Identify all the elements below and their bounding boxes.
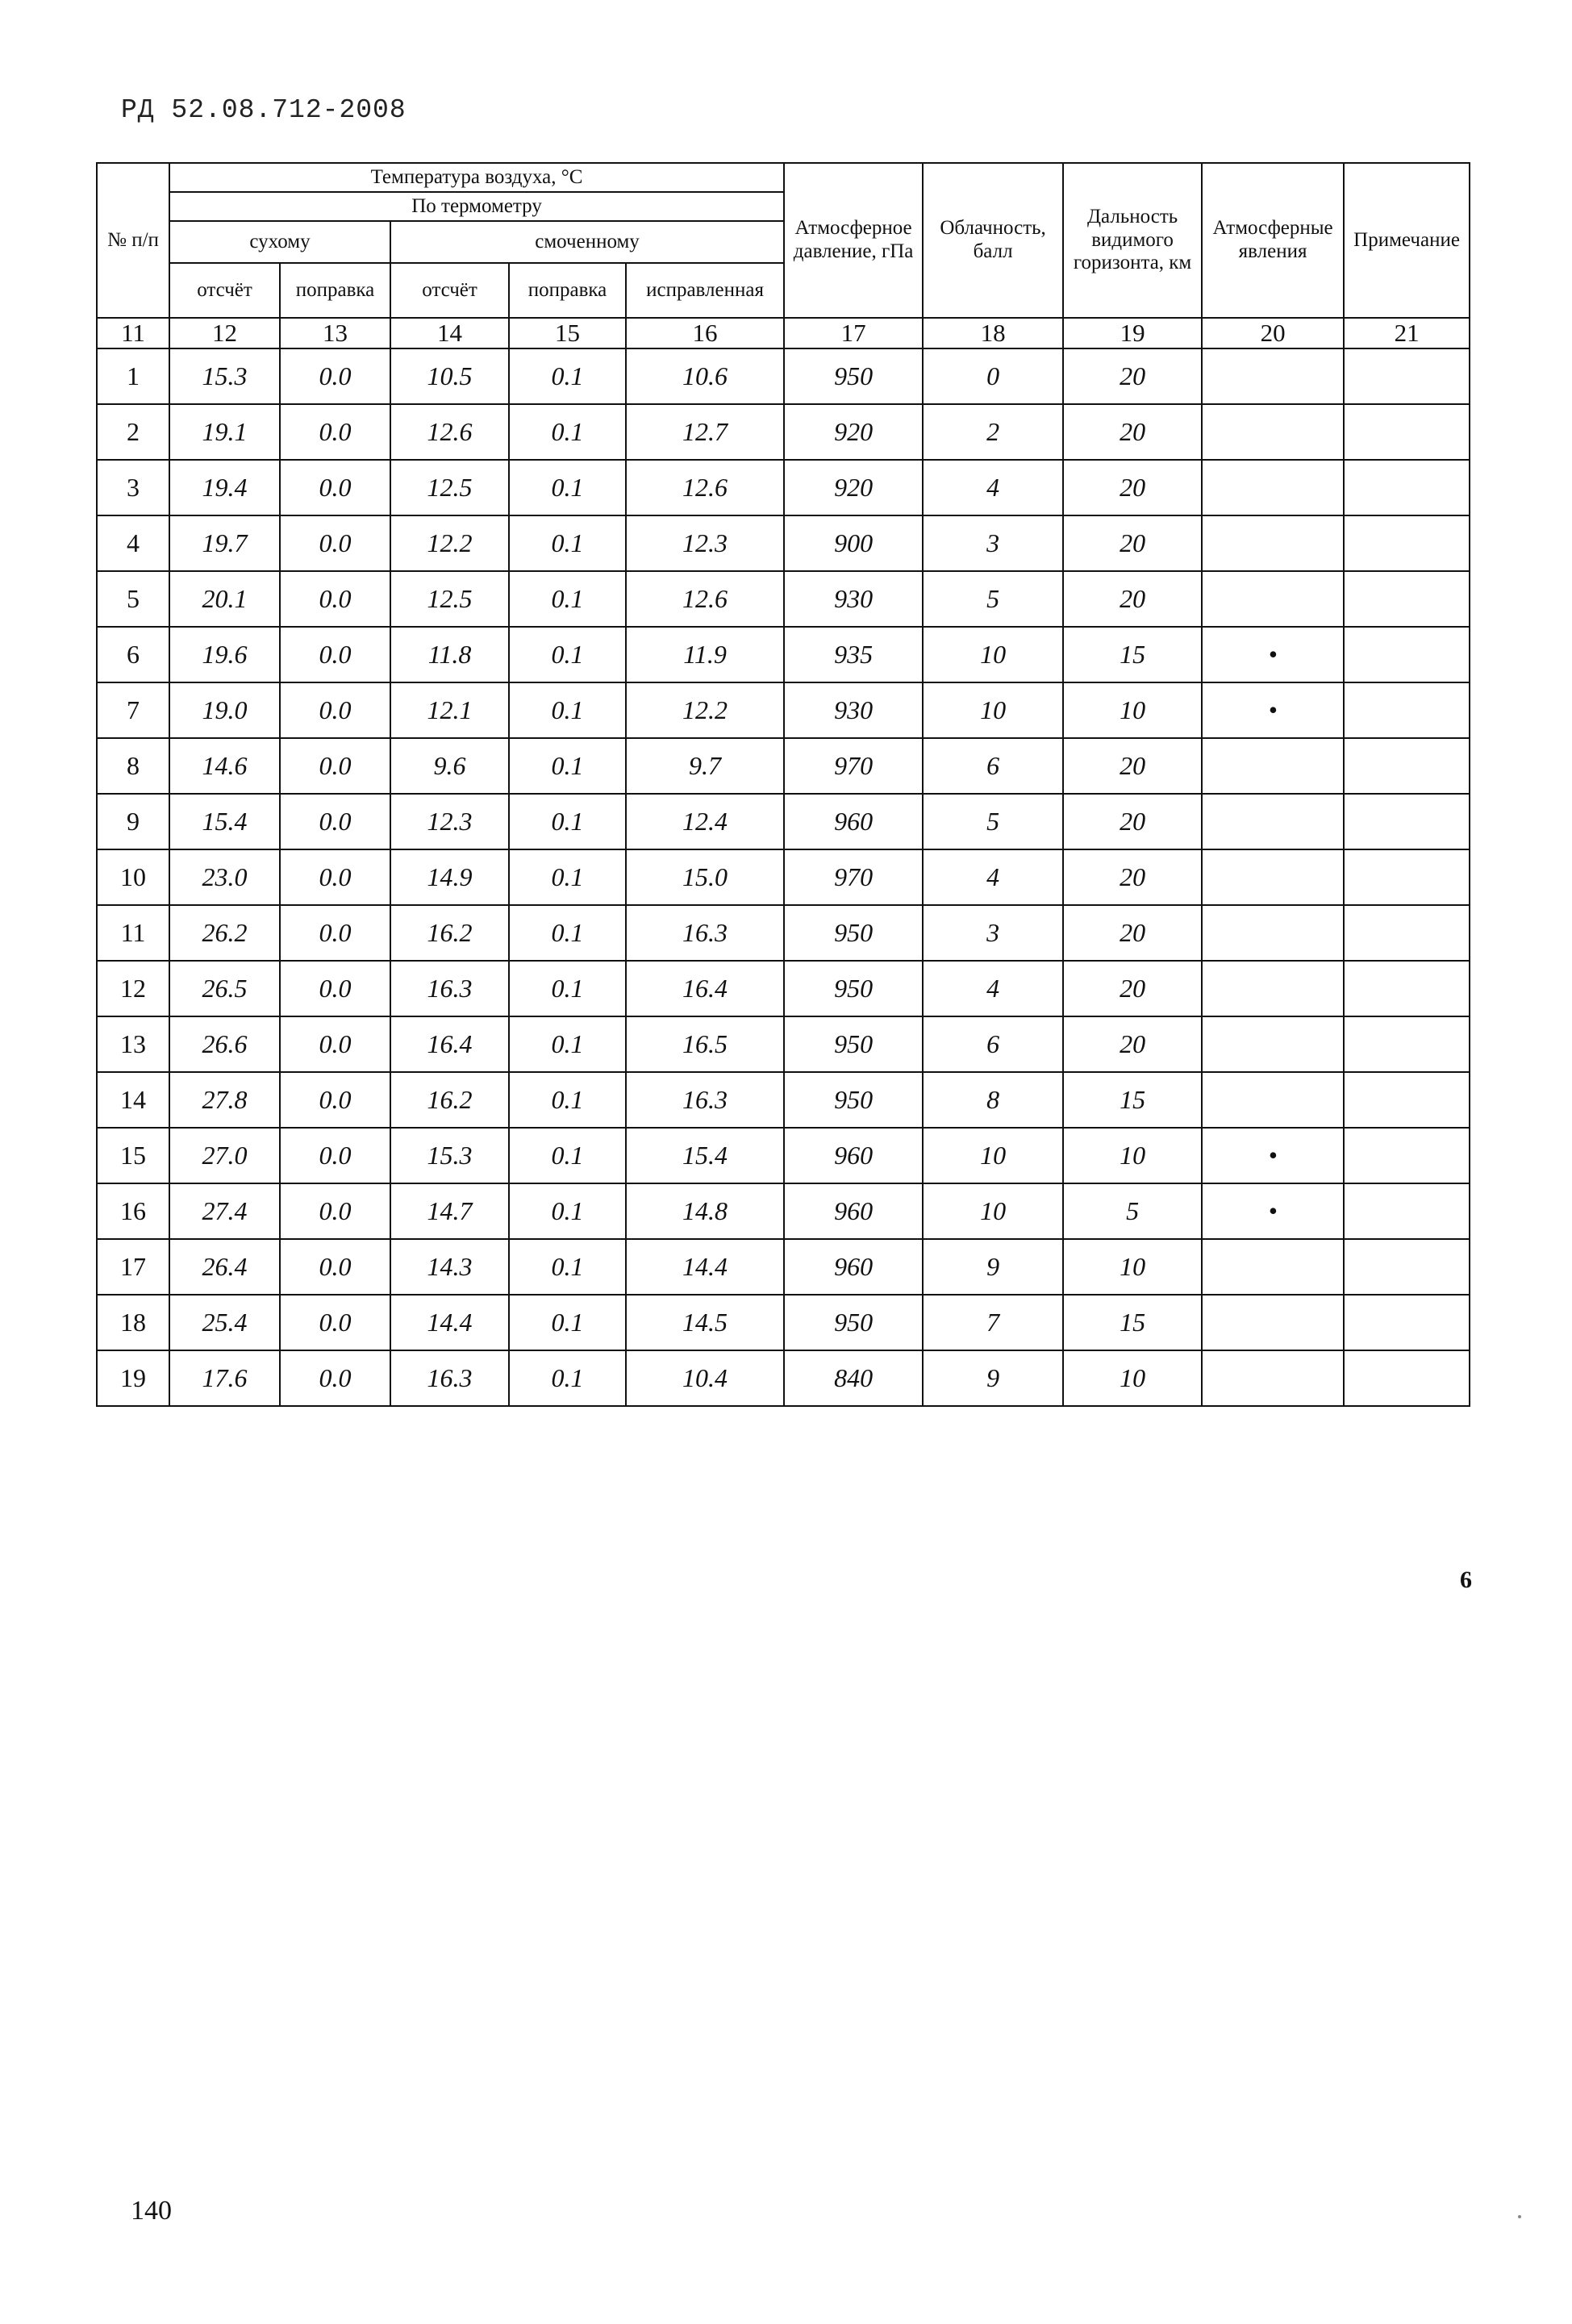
cell-pressure: 950 xyxy=(784,1295,923,1350)
cell-pressure: 960 xyxy=(784,1128,923,1183)
cell-dry-reading: 19.0 xyxy=(169,682,280,738)
cell-wet-corrected: 16.3 xyxy=(626,905,784,961)
cell-phenomena xyxy=(1202,571,1344,627)
cell-row-number: 16 xyxy=(97,1183,169,1239)
header-wet-correction: поправка xyxy=(509,263,626,318)
cell-pressure: 935 xyxy=(784,627,923,682)
cell-wet-reading: 12.5 xyxy=(390,571,509,627)
cell-row-number: 2 xyxy=(97,404,169,460)
cell-wet-reading: 16.3 xyxy=(390,1350,509,1406)
cell-visibility: 5 xyxy=(1063,1183,1202,1239)
cell-phenomena xyxy=(1202,849,1344,905)
cell-wet-correction: 0.1 xyxy=(509,905,626,961)
cell-note xyxy=(1344,961,1470,1016)
column-number: 11 xyxy=(97,318,169,348)
cell-phenomena: • xyxy=(1202,627,1344,682)
side-page-number: 6 xyxy=(1460,1567,1472,1593)
cell-note xyxy=(1344,1128,1470,1183)
cell-visibility: 10 xyxy=(1063,1239,1202,1295)
cell-pressure: 950 xyxy=(784,348,923,404)
table-header xyxy=(97,163,1470,318)
table-row xyxy=(97,1350,1470,1406)
cell-pressure: 920 xyxy=(784,404,923,460)
cell-pressure: 970 xyxy=(784,849,923,905)
cell-wet-reading: 12.1 xyxy=(390,682,509,738)
cell-dry-reading: 27.0 xyxy=(169,1128,280,1183)
cell-wet-correction: 0.1 xyxy=(509,794,626,849)
cell-cloudiness: 8 xyxy=(923,1072,1063,1128)
cell-wet-reading: 14.4 xyxy=(390,1295,509,1350)
cell-wet-reading: 14.3 xyxy=(390,1239,509,1295)
header-by-thermometer: По термометру xyxy=(169,192,784,221)
cell-pressure: 930 xyxy=(784,682,923,738)
cell-visibility: 20 xyxy=(1063,961,1202,1016)
cell-wet-correction: 0.1 xyxy=(509,1295,626,1350)
cell-dry-correction: 0.0 xyxy=(280,460,390,515)
cell-wet-reading: 10.5 xyxy=(390,348,509,404)
cell-wet-reading: 14.9 xyxy=(390,849,509,905)
cell-wet-correction: 0.1 xyxy=(509,1350,626,1406)
cell-dry-correction: 0.0 xyxy=(280,627,390,682)
cell-cloudiness: 0 xyxy=(923,348,1063,404)
cell-row-number: 10 xyxy=(97,849,169,905)
column-number: 15 xyxy=(509,318,626,348)
cell-dry-reading: 27.8 xyxy=(169,1072,280,1128)
cell-pressure: 960 xyxy=(784,1183,923,1239)
cell-phenomena xyxy=(1202,961,1344,1016)
cell-wet-correction: 0.1 xyxy=(509,1016,626,1072)
cell-dry-reading: 19.4 xyxy=(169,460,280,515)
cell-pressure: 900 xyxy=(784,515,923,571)
cell-row-number: 12 xyxy=(97,961,169,1016)
cell-visibility: 10 xyxy=(1063,1128,1202,1183)
table-row xyxy=(97,905,1470,961)
cell-wet-corrected: 16.4 xyxy=(626,961,784,1016)
cell-phenomena xyxy=(1202,1072,1344,1128)
cell-wet-correction: 0.1 xyxy=(509,1128,626,1183)
cell-pressure: 960 xyxy=(784,794,923,849)
cell-row-number: 17 xyxy=(97,1239,169,1295)
cell-note xyxy=(1344,1072,1470,1128)
cell-wet-reading: 12.2 xyxy=(390,515,509,571)
cell-row-number: 7 xyxy=(97,682,169,738)
cell-pressure: 950 xyxy=(784,1072,923,1128)
cell-visibility: 15 xyxy=(1063,1295,1202,1350)
cell-wet-reading: 16.4 xyxy=(390,1016,509,1072)
page-number: 140 xyxy=(131,2196,172,2226)
cell-wet-corrected: 12.7 xyxy=(626,404,784,460)
cell-dry-reading: 14.6 xyxy=(169,738,280,794)
cell-visibility: 20 xyxy=(1063,794,1202,849)
document-code: РД 52.08.712-2008 xyxy=(121,95,407,125)
cell-row-number: 11 xyxy=(97,905,169,961)
cell-wet-corrected: 14.4 xyxy=(626,1239,784,1295)
cell-dry-correction: 0.0 xyxy=(280,1072,390,1128)
cell-note xyxy=(1344,1350,1470,1406)
cell-row-number: 14 xyxy=(97,1072,169,1128)
cell-wet-corrected: 12.6 xyxy=(626,460,784,515)
cell-dry-correction: 0.0 xyxy=(280,961,390,1016)
table-row xyxy=(97,460,1470,515)
column-number: 13 xyxy=(280,318,390,348)
cell-note xyxy=(1344,1183,1470,1239)
cell-phenomena xyxy=(1202,1295,1344,1350)
cell-cloudiness: 4 xyxy=(923,460,1063,515)
cell-dry-correction: 0.0 xyxy=(280,738,390,794)
cell-phenomena xyxy=(1202,348,1344,404)
column-number: 21 xyxy=(1344,318,1470,348)
cell-phenomena xyxy=(1202,1239,1344,1295)
cell-dry-correction: 0.0 xyxy=(280,1350,390,1406)
column-number: 12 xyxy=(169,318,280,348)
cell-dry-correction: 0.0 xyxy=(280,1128,390,1183)
header-wet-reading: отсчёт xyxy=(390,263,509,318)
cell-dry-correction: 0.0 xyxy=(280,571,390,627)
cell-wet-reading: 16.2 xyxy=(390,905,509,961)
cell-wet-correction: 0.1 xyxy=(509,571,626,627)
cell-note xyxy=(1344,794,1470,849)
cell-pressure: 930 xyxy=(784,571,923,627)
cell-cloudiness: 3 xyxy=(923,905,1063,961)
header-note: Примечание xyxy=(1344,163,1470,318)
cell-visibility: 15 xyxy=(1063,627,1202,682)
header-air-temperature: Температура воздуха, °С xyxy=(169,163,784,192)
cell-wet-correction: 0.1 xyxy=(509,348,626,404)
cell-dry-correction: 0.0 xyxy=(280,404,390,460)
cell-wet-reading: 9.6 xyxy=(390,738,509,794)
cell-note xyxy=(1344,905,1470,961)
cell-phenomena: • xyxy=(1202,1183,1344,1239)
cell-pressure: 920 xyxy=(784,460,923,515)
cell-cloudiness: 6 xyxy=(923,738,1063,794)
cell-wet-correction: 0.1 xyxy=(509,849,626,905)
cell-pressure: 950 xyxy=(784,961,923,1016)
observations-table xyxy=(96,162,1470,1407)
cell-row-number: 6 xyxy=(97,627,169,682)
cell-visibility: 15 xyxy=(1063,1072,1202,1128)
cell-pressure: 950 xyxy=(784,1016,923,1072)
cell-wet-correction: 0.1 xyxy=(509,404,626,460)
table-row xyxy=(97,571,1470,627)
cell-cloudiness: 7 xyxy=(923,1295,1063,1350)
cell-wet-corrected: 14.5 xyxy=(626,1295,784,1350)
scan-speck xyxy=(1518,2215,1521,2218)
cell-wet-reading: 16.3 xyxy=(390,961,509,1016)
header-cloudiness: Облачность, балл xyxy=(923,163,1063,318)
cell-wet-reading: 12.6 xyxy=(390,404,509,460)
cell-phenomena xyxy=(1202,905,1344,961)
table-row xyxy=(97,404,1470,460)
cell-wet-corrected: 9.7 xyxy=(626,738,784,794)
header-pressure: Атмосферное давление, гПа xyxy=(784,163,923,318)
cell-cloudiness: 10 xyxy=(923,627,1063,682)
column-number: 18 xyxy=(923,318,1063,348)
cell-cloudiness: 10 xyxy=(923,682,1063,738)
cell-wet-reading: 14.7 xyxy=(390,1183,509,1239)
cell-cloudiness: 9 xyxy=(923,1350,1063,1406)
cell-dry-reading: 26.4 xyxy=(169,1239,280,1295)
cell-dry-correction: 0.0 xyxy=(280,794,390,849)
cell-phenomena: • xyxy=(1202,682,1344,738)
cell-cloudiness: 10 xyxy=(923,1128,1063,1183)
cell-cloudiness: 3 xyxy=(923,515,1063,571)
cell-pressure: 970 xyxy=(784,738,923,794)
cell-cloudiness: 2 xyxy=(923,404,1063,460)
cell-wet-correction: 0.1 xyxy=(509,627,626,682)
cell-note xyxy=(1344,515,1470,571)
cell-row-number: 5 xyxy=(97,571,169,627)
column-number: 16 xyxy=(626,318,784,348)
cell-dry-reading: 26.5 xyxy=(169,961,280,1016)
cell-note xyxy=(1344,738,1470,794)
table-row xyxy=(97,1072,1470,1128)
table-row xyxy=(97,682,1470,738)
cell-wet-corrected: 15.4 xyxy=(626,1128,784,1183)
cell-wet-reading: 12.5 xyxy=(390,460,509,515)
cell-phenomena xyxy=(1202,1350,1344,1406)
header-dry-correction: поправка xyxy=(280,263,390,318)
table-row xyxy=(97,961,1470,1016)
cell-row-number: 3 xyxy=(97,460,169,515)
header-wet: смоченному xyxy=(390,221,784,263)
cell-dry-reading: 25.4 xyxy=(169,1295,280,1350)
cell-dry-correction: 0.0 xyxy=(280,1183,390,1239)
cell-wet-correction: 0.1 xyxy=(509,682,626,738)
cell-note xyxy=(1344,1295,1470,1350)
cell-note xyxy=(1344,1016,1470,1072)
cell-row-number: 15 xyxy=(97,1128,169,1183)
cell-wet-reading: 16.2 xyxy=(390,1072,509,1128)
header-phenomena: Атмосферные явления xyxy=(1202,163,1344,318)
cell-dry-reading: 26.2 xyxy=(169,905,280,961)
cell-row-number: 13 xyxy=(97,1016,169,1072)
cell-wet-corrected: 12.6 xyxy=(626,571,784,627)
cell-dry-correction: 0.0 xyxy=(280,515,390,571)
cell-visibility: 10 xyxy=(1063,682,1202,738)
cell-wet-correction: 0.1 xyxy=(509,738,626,794)
table-row xyxy=(97,1183,1470,1239)
cell-cloudiness: 4 xyxy=(923,849,1063,905)
cell-pressure: 840 xyxy=(784,1350,923,1406)
cell-dry-reading: 27.4 xyxy=(169,1183,280,1239)
cell-phenomena xyxy=(1202,1016,1344,1072)
table-row xyxy=(97,1295,1470,1350)
cell-pressure: 960 xyxy=(784,1239,923,1295)
cell-dry-correction: 0.0 xyxy=(280,348,390,404)
cell-row-number: 8 xyxy=(97,738,169,794)
column-number-row xyxy=(97,318,1470,348)
header-dry: сухому xyxy=(169,221,390,263)
cell-note xyxy=(1344,682,1470,738)
cell-wet-correction: 0.1 xyxy=(509,1239,626,1295)
column-number: 19 xyxy=(1063,318,1202,348)
table-row xyxy=(97,515,1470,571)
cell-note xyxy=(1344,571,1470,627)
cell-pressure: 950 xyxy=(784,905,923,961)
cell-wet-correction: 0.1 xyxy=(509,515,626,571)
cell-row-number: 9 xyxy=(97,794,169,849)
cell-wet-corrected: 14.8 xyxy=(626,1183,784,1239)
table-row xyxy=(97,627,1470,682)
cell-wet-reading: 15.3 xyxy=(390,1128,509,1183)
cell-visibility: 20 xyxy=(1063,738,1202,794)
cell-note xyxy=(1344,627,1470,682)
cell-wet-reading: 11.8 xyxy=(390,627,509,682)
cell-wet-corrected: 15.0 xyxy=(626,849,784,905)
cell-wet-corrected: 16.5 xyxy=(626,1016,784,1072)
table-row xyxy=(97,1239,1470,1295)
cell-phenomena xyxy=(1202,794,1344,849)
cell-dry-correction: 0.0 xyxy=(280,1239,390,1295)
cell-wet-corrected: 12.3 xyxy=(626,515,784,571)
table-row xyxy=(97,849,1470,905)
cell-dry-correction: 0.0 xyxy=(280,682,390,738)
cell-phenomena xyxy=(1202,460,1344,515)
cell-wet-correction: 0.1 xyxy=(509,961,626,1016)
cell-dry-reading: 26.6 xyxy=(169,1016,280,1072)
cell-visibility: 20 xyxy=(1063,905,1202,961)
cell-dry-reading: 15.3 xyxy=(169,348,280,404)
cell-dry-correction: 0.0 xyxy=(280,1295,390,1350)
cell-dry-reading: 19.1 xyxy=(169,404,280,460)
table-row xyxy=(97,1016,1470,1072)
cell-wet-corrected: 12.4 xyxy=(626,794,784,849)
cell-wet-corrected: 16.3 xyxy=(626,1072,784,1128)
cell-wet-correction: 0.1 xyxy=(509,1183,626,1239)
cell-cloudiness: 9 xyxy=(923,1239,1063,1295)
table-row xyxy=(97,348,1470,404)
cell-visibility: 20 xyxy=(1063,515,1202,571)
cell-phenomena xyxy=(1202,404,1344,460)
cell-cloudiness: 6 xyxy=(923,1016,1063,1072)
cell-row-number: 4 xyxy=(97,515,169,571)
cell-dry-reading: 23.0 xyxy=(169,849,280,905)
cell-visibility: 20 xyxy=(1063,460,1202,515)
column-number: 20 xyxy=(1202,318,1344,348)
cell-dry-reading: 19.7 xyxy=(169,515,280,571)
cell-dry-correction: 0.0 xyxy=(280,905,390,961)
table-row xyxy=(97,1128,1470,1183)
table-row xyxy=(97,738,1470,794)
cell-dry-correction: 0.0 xyxy=(280,1016,390,1072)
cell-wet-corrected: 12.2 xyxy=(626,682,784,738)
cell-note xyxy=(1344,1239,1470,1295)
header-wet-corrected: исправленная xyxy=(626,263,784,318)
table-body xyxy=(97,318,1470,1406)
cell-dry-reading: 15.4 xyxy=(169,794,280,849)
cell-note xyxy=(1344,348,1470,404)
cell-wet-reading: 12.3 xyxy=(390,794,509,849)
column-number: 17 xyxy=(784,318,923,348)
cell-visibility: 20 xyxy=(1063,348,1202,404)
cell-wet-correction: 0.1 xyxy=(509,1072,626,1128)
cell-wet-correction: 0.1 xyxy=(509,460,626,515)
cell-visibility: 10 xyxy=(1063,1350,1202,1406)
cell-note xyxy=(1344,460,1470,515)
cell-wet-corrected: 10.4 xyxy=(626,1350,784,1406)
header-dry-reading: отсчёт xyxy=(169,263,280,318)
cell-wet-corrected: 10.6 xyxy=(626,348,784,404)
cell-note xyxy=(1344,404,1470,460)
cell-cloudiness: 5 xyxy=(923,794,1063,849)
cell-dry-reading: 19.6 xyxy=(169,627,280,682)
cell-cloudiness: 4 xyxy=(923,961,1063,1016)
column-number: 14 xyxy=(390,318,509,348)
cell-cloudiness: 5 xyxy=(923,571,1063,627)
cell-row-number: 1 xyxy=(97,348,169,404)
cell-row-number: 18 xyxy=(97,1295,169,1350)
cell-phenomena xyxy=(1202,515,1344,571)
cell-phenomena xyxy=(1202,738,1344,794)
cell-visibility: 20 xyxy=(1063,571,1202,627)
cell-dry-correction: 0.0 xyxy=(280,849,390,905)
cell-phenomena: • xyxy=(1202,1128,1344,1183)
cell-cloudiness: 10 xyxy=(923,1183,1063,1239)
cell-dry-reading: 17.6 xyxy=(169,1350,280,1406)
cell-dry-reading: 20.1 xyxy=(169,571,280,627)
cell-visibility: 20 xyxy=(1063,849,1202,905)
cell-row-number: 19 xyxy=(97,1350,169,1406)
cell-note xyxy=(1344,849,1470,905)
header-number: № п/п xyxy=(97,163,169,318)
header-visibility: Дальность видимого горизонта, км xyxy=(1063,163,1202,318)
cell-wet-corrected: 11.9 xyxy=(626,627,784,682)
cell-visibility: 20 xyxy=(1063,1016,1202,1072)
table-row xyxy=(97,794,1470,849)
cell-visibility: 20 xyxy=(1063,404,1202,460)
